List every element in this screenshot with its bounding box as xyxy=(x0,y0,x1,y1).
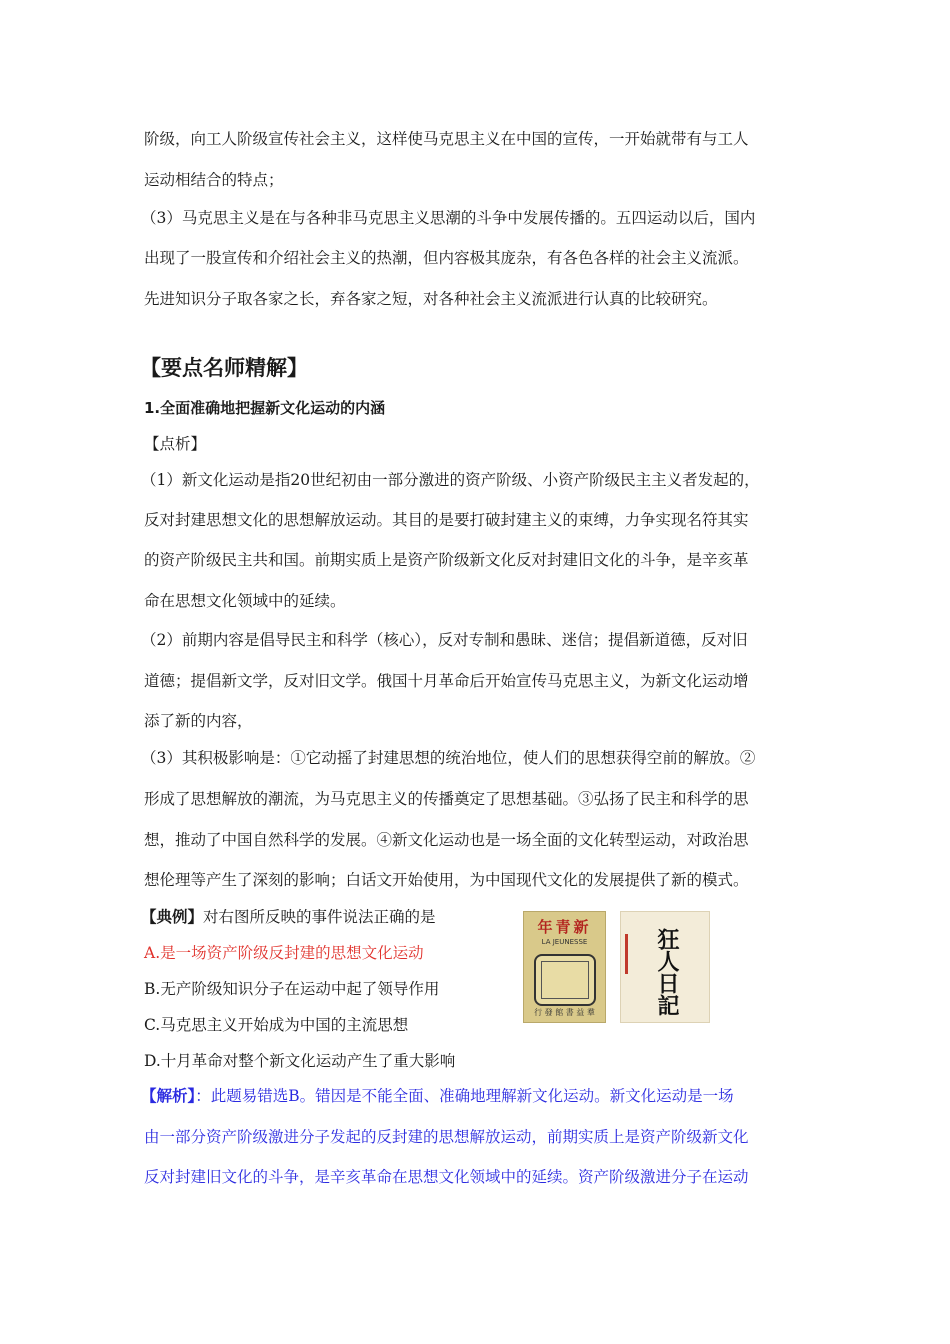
diary-cover-image xyxy=(620,911,710,1023)
paragraph-line: 反对封建思想文化的思想解放运动。其目的是要打破封建主义的束缚，力争实现名符其实 xyxy=(144,511,749,529)
option-d: D.十月革命对整个新文化运动产生了重大影响 xyxy=(144,1052,456,1070)
text-line: （3）马克思主义是在与各种非马克思主义思潮的斗争中发展传播的。五四运动以后，国内 xyxy=(141,209,756,227)
example-question-text: 对右图所反映的事件说法正确的是 xyxy=(203,908,436,926)
subheading: 1.全面准确地把握新文化运动的内涵 xyxy=(144,399,386,417)
magazine-frame xyxy=(534,954,596,1006)
text-line: 出现了一股宣传和介绍社会主义的热潮，但内容极其庞杂，有各色各样的社会主义流派。 xyxy=(144,249,749,267)
paragraph-line: 添了新的内容， xyxy=(144,712,253,730)
section-heading: 【要点名师精解】 xyxy=(140,356,308,380)
analysis-label: 【解析】 xyxy=(141,1087,196,1105)
option-a: A.是一场资产阶级反封建的思想文化运动 xyxy=(144,944,424,962)
paragraph-line: 命在思想文化领域中的延续。 xyxy=(144,592,346,610)
text-line: 运动相结合的特点； xyxy=(144,171,284,189)
diary-title: 狂人日記 xyxy=(654,928,680,1016)
dianxi-label: 【点析】 xyxy=(144,435,207,453)
new-youth-magazine-image xyxy=(523,911,606,1023)
red-bar xyxy=(625,934,628,974)
analysis-line: 反对封建旧文化的斗争，是辛亥革命在思想文化领域中的延续。资产阶级激进分子在运动 xyxy=(144,1168,749,1186)
magazine-subtitle: LA JEUNESSE xyxy=(541,938,588,946)
paragraph-line: 形成了思想解放的潮流，为马克思主义的传播奠定了思想基础。③弘扬了民主和科学的思 xyxy=(144,790,749,808)
example-label: 【典例】 xyxy=(141,908,204,926)
magazine-footer: 行 發 館 書 益 羣 xyxy=(534,1008,595,1017)
analysis-line xyxy=(141,1084,734,1106)
paragraph-line: 想伦理等产生了深刻的影响；白话文开始使用，为中国现代文化的发展提供了新的模式。 xyxy=(144,871,749,889)
paragraph-line: 道德；提倡新文学，反对旧文学。俄国十月革命后开始宣传马克思主义，为新文化运动增 xyxy=(144,672,749,690)
option-b: B.无产阶级知识分子在运动中起了领导作用 xyxy=(144,980,440,998)
text-line: 先进知识分子取各家之长，弃各家之短，对各种社会主义流派进行认真的比较研究。 xyxy=(144,290,718,308)
option-c: C.马克思主义开始成为中国的主流思想 xyxy=(144,1016,409,1034)
paragraph-line: 想，推动了中国自然科学的发展。④新文化运动也是一场全面的文化转型运动，对政治思 xyxy=(144,831,749,849)
paragraph-line: （1）新文化运动是指20世纪初由一部分激进的资产阶级、小资产阶级民主主义者发起的， xyxy=(141,471,760,489)
analysis-text: ：此题易错选B。错因是不能全面、准确地理解新文化运动。新文化运动是一场 xyxy=(195,1087,734,1105)
analysis-line: 由一部分资产阶级激进分子发起的反封建的思想解放运动，前期实质上是资产阶级新文化 xyxy=(144,1128,749,1146)
text-line: 阶级，向工人阶级宣传社会主义，这样使马克思主义在中国的宣传，一开始就带有与工人 xyxy=(144,130,749,148)
paragraph-line: （3）其积极影响是：①它动摇了封建思想的统治地位，使人们的思想获得空前的解放。② xyxy=(141,749,756,767)
paragraph-line: 的资产阶级民主共和国。前期实质上是资产阶级新文化反对封建旧文化的斗争，是辛亥革 xyxy=(144,551,749,569)
paragraph-line: （2）前期内容是倡导民主和科学（核心），反对专制和愚昧、迷信；提倡新道德，反对旧 xyxy=(141,631,748,649)
magazine-title: 年青新 xyxy=(537,918,592,936)
example-question xyxy=(141,905,436,927)
